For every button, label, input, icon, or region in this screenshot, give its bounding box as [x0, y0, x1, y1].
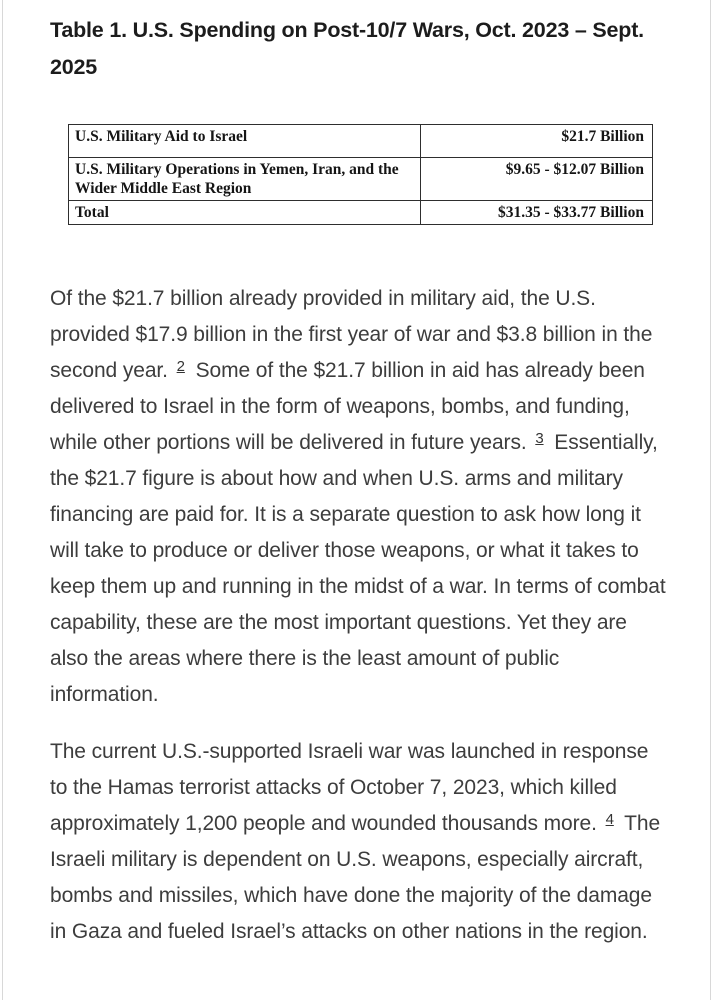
table-cell-value: $9.65 - $12.07 Billion: [421, 158, 653, 201]
table-cell-value: $21.7 Billion: [421, 125, 653, 158]
paragraph-text: Some of the $21.7 billion in aid has already been delivered to Israel in the form of weapons, bombs, and funding, while other portions will be delivered in future years.: [50, 359, 645, 454]
table-row: [69, 158, 653, 201]
table-cell-label: Total: [69, 201, 421, 225]
table-caption: Table 1. U.S. Spending on Post-10/7 Wars, Oct. 2023 – Sept. 2025: [50, 18, 644, 79]
table-row: [69, 201, 653, 225]
table-cell-label: U.S. Military Operations in Yemen, Iran, and the Wider Middle East Region: [69, 158, 421, 201]
table-row: [69, 125, 653, 158]
table-cell-value: $31.35 - $33.77 Billion: [421, 201, 653, 225]
paragraph-text: Essentially, the $21.7 figure is about how and when U.S. arms and military financing are paid for. It is a separate question to ask how long it will take to produce or deliver those weapons, or what it takes to keep them up and running in the midst of a war. In terms of combat capability, these are the most important questions. Yet they are also the areas where there is the least amount of public information.: [50, 431, 666, 706]
table-cell-label: U.S. Military Aid to Israel: [69, 125, 421, 158]
spending-table: [68, 124, 653, 225]
footnote-ref-3[interactable]: 3: [535, 430, 544, 447]
paragraph-text: The current U.S.-supported Israeli war was launched in response to the Hamas terrorist attacks of October 7, 2023, which killed approximately 1,200 people and wounded thousands more.: [50, 740, 649, 835]
document-page: [2, 0, 711, 1000]
paragraph-military-aid: [50, 281, 666, 713]
footnote-ref-4[interactable]: 4: [605, 811, 614, 828]
paragraph-text: Of the $21.7 billion already provided in military aid, the U.S. provided $17.9 billion in the first year of war and $3.8 billion in the second year.: [50, 287, 653, 382]
paragraph-war-context: [50, 734, 666, 950]
paragraph-text: The Israeli military is dependent on U.S. weapons, especially aircraft, bombs and missiles, which have done the majority of the damage in Gaza and fueled Israel’s attacks on other nations in the region.: [50, 812, 661, 943]
footnote-ref-2[interactable]: 2: [176, 358, 185, 375]
